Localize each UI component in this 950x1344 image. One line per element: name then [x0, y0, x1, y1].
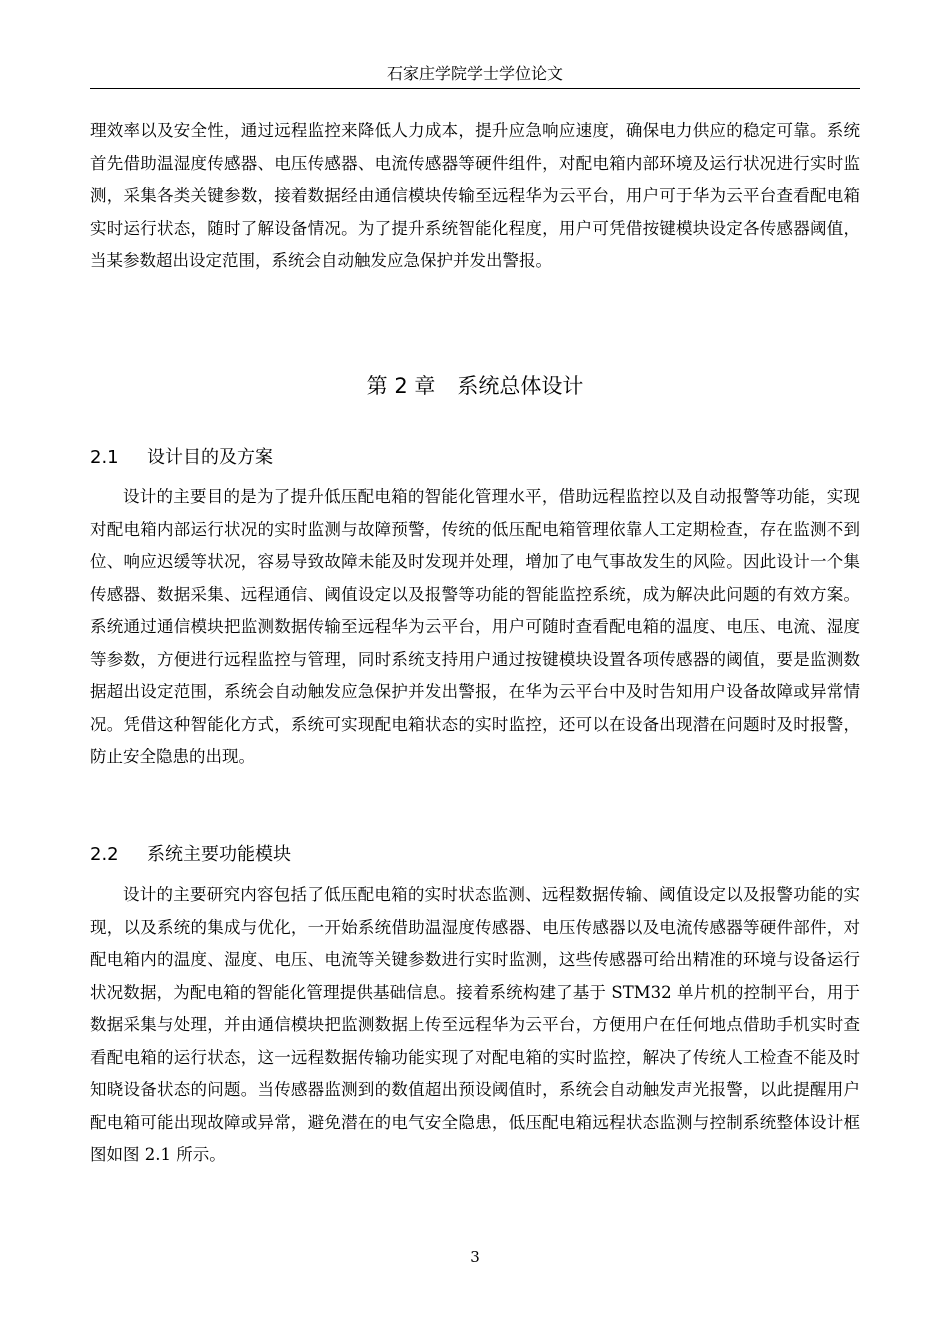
section-number: 2.1: [90, 447, 119, 468]
chapter-title: 系统总体设计: [457, 374, 584, 398]
page-header-title: 石家庄学院学士学位论文: [386, 64, 563, 83]
section-heading-2-1: [90, 443, 273, 473]
section-title: 设计目的及方案: [147, 447, 273, 468]
section-number: 2.2: [90, 844, 119, 865]
chapter-number: 第 2 章: [366, 374, 436, 398]
intro-paragraph: 理效率以及安全性，通过远程监控来降低人力成本，提升应急响应速度，确保电力供应的稳定可靠。系统首先借助温湿度传感器、电压传感器、电流传感器等硬件组件，对配电箱内部环境及运行状况进行实时监测，采集各类关键参数，接着数据经由通信模块传输至远程华为云平台，用户可于华为云平台查看配电箱实时运行状态，随时了解设备情况。为了提升系统智能化程度，用户可凭借按键模块设定各传感器阈值，当某参数超出设定范围，系统会自动触发应急保护并发出警报。: [90, 121, 860, 270]
header-divider: [90, 88, 860, 89]
section-title: 系统主要功能模块: [147, 844, 291, 865]
page-number: 3: [470, 1248, 480, 1266]
section-2-2-paragraph: 设计的主要研究内容包括了低压配电箱的实时状态监测、远程数据传输、阈值设定以及报警功能的实现，以及系统的集成与优化，一开始系统借助温湿度传感器、电压传感器以及电流传感器等硬件部件，对配电箱内的温度、湿度、电压、电流等关键参数进行实时监测，这些传感器可给出精准的环境与设备运行状况数据，为配电箱的智能化管理提供基础信息。接着系统构建了基于 STM32 单片机的控制平台，用于数据采集与处理，并由通信模块把监测数据上传至远程华为云平台，方便用户在任何地点借助手机实时查看配电箱的运行状态，这一远程数据传输功能实现了对配电箱的实时监控，解决了传统人工检查不能及时知晓设备状态的问题。当传感器监测到的数值超出预设阈值时，系统会自动触发声光报警，以此提醒用户配电箱可能出现故障或异常，避免潜在的电气安全隐患，低压配电箱远程状态监测与控制系统整体设计框图如图 2.1 所示。: [90, 885, 860, 1164]
section-2-1-paragraph: 设计的主要目的是为了提升低压配电箱的智能化管理水平，借助远程监控以及自动报警等功能，实现对配电箱内部运行状况的实时监测与故障预警，传统的低压配电箱管理依靠人工定期检查，存在监测不到位、响应迟缓等状况，容易导致故障未能及时发现并处理，增加了电气事故发生的风险。因此设计一个集传感器、数据采集、远程通信、阈值设定以及报警等功能的智能监控系统，成为解决此问题的有效方案。系统通过通信模块把监测数据传输至远程华为云平台，用户可随时查看配电箱的温度、电压、电流、湿度等参数，方便进行远程监控与管理，同时系统支持用户通过按键模块设置各项传感器的阈值，要是监测数据超出设定范围，系统会自动触发应急保护并发出警报，在华为云平台中及时告知用户设备故障或异常情况。凭借这种智能化方式，系统可实现配电箱状态的实时监控，还可以在设备出现潜在问题时及时报警，防止安全隐患的出现。: [90, 487, 860, 766]
chapter-heading: [90, 368, 860, 404]
section-heading-2-2: [90, 840, 291, 870]
